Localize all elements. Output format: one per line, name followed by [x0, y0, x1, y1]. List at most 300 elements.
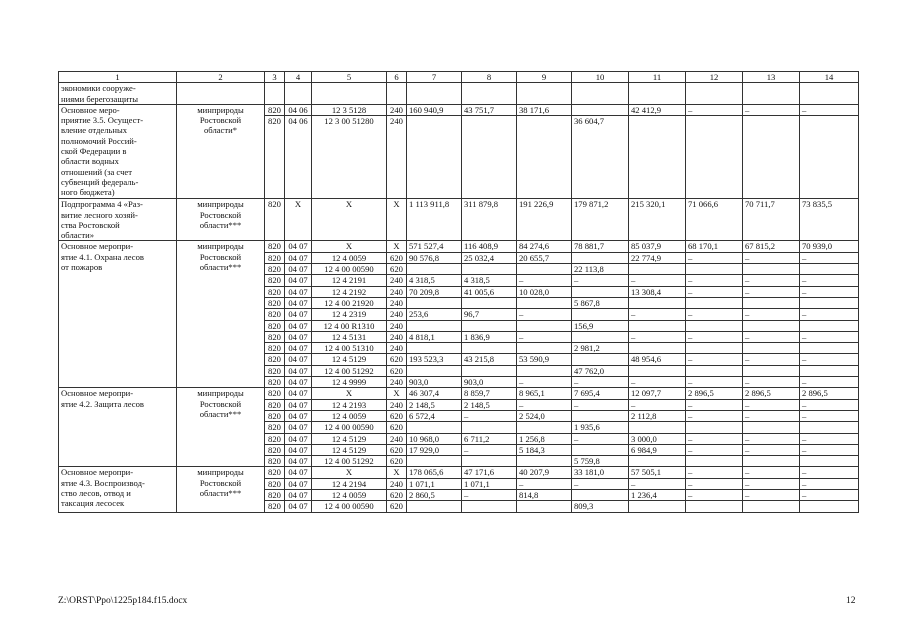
table-cell: [517, 501, 572, 512]
table-cell: [462, 116, 517, 199]
table-cell: –: [800, 275, 859, 286]
table-cell: [800, 343, 859, 354]
table-cell: 12 4 5131: [312, 331, 387, 342]
table-cell: –: [743, 399, 800, 410]
table-cell: [572, 286, 629, 297]
table-cell: –: [800, 410, 859, 421]
table-cell: [462, 501, 517, 512]
table-cell: –: [629, 399, 686, 410]
table-cell: –: [686, 275, 743, 286]
table-cell: 820: [265, 252, 285, 263]
responsible-executor: минприроды Ростовской области***: [177, 241, 265, 388]
table-cell: –: [743, 331, 800, 342]
table-cell: 820: [265, 456, 285, 467]
table-cell: [572, 83, 629, 105]
table-cell: 12 4 2194: [312, 478, 387, 489]
table-cell: 820: [265, 297, 285, 308]
table-cell: 311 879,8: [462, 199, 517, 241]
table-cell: 116 408,9: [462, 241, 517, 252]
table-cell: –: [686, 286, 743, 297]
table-cell: 12 4 2193: [312, 399, 387, 410]
table-cell: [407, 365, 462, 376]
table-cell: Х: [387, 467, 407, 478]
table-cell: 814,8: [517, 490, 572, 501]
column-header: 14: [800, 72, 859, 83]
table-cell: [800, 297, 859, 308]
responsible-executor: минприроды Ростовской области***: [177, 388, 265, 467]
table-cell: –: [800, 490, 859, 501]
table-cell: 12 4 00 51292: [312, 365, 387, 376]
table-cell: [743, 83, 800, 105]
table-cell: [462, 422, 517, 433]
table-row: [59, 104, 859, 115]
table-cell: 809,3: [572, 501, 629, 512]
table-cell: [800, 83, 859, 105]
table-cell: 41 005,6: [462, 286, 517, 297]
table-cell: –: [686, 252, 743, 263]
table-cell: 903,0: [462, 377, 517, 388]
table-cell: [517, 456, 572, 467]
table-cell: [686, 456, 743, 467]
table-cell: –: [743, 377, 800, 388]
table-cell: 2 981,2: [572, 343, 629, 354]
table-cell: [686, 116, 743, 199]
table-cell: [407, 297, 462, 308]
responsible-executor: минприроды Ростовской области***: [177, 467, 265, 512]
table-cell: 240: [387, 286, 407, 297]
table-cell: –: [572, 433, 629, 444]
table-cell: –: [572, 478, 629, 489]
table-cell: –: [743, 433, 800, 444]
measure-description: Основное меропри- ятие 4.2. Защита лесов: [59, 388, 177, 467]
table-cell: –: [743, 478, 800, 489]
column-header: 3: [265, 72, 285, 83]
table-cell: –: [686, 467, 743, 478]
table-cell: Х: [312, 199, 387, 241]
table-cell: –: [629, 478, 686, 489]
table-cell: –: [800, 309, 859, 320]
table-cell: 20 655,7: [517, 252, 572, 263]
table-cell: –: [743, 444, 800, 455]
table-cell: [517, 422, 572, 433]
table-cell: 820: [265, 309, 285, 320]
table-cell: [572, 354, 629, 365]
table-cell: –: [686, 433, 743, 444]
table-cell: 38 171,6: [517, 104, 572, 115]
table-cell: 12 4 0059: [312, 252, 387, 263]
page-number: 12: [846, 596, 856, 606]
table-cell: [686, 297, 743, 308]
table-cell: 70 711,7: [743, 199, 800, 241]
table-cell: 620: [387, 422, 407, 433]
table-cell: 12 4 00 00590: [312, 264, 387, 275]
table-cell: 240: [387, 377, 407, 388]
table-cell: 12 3 00 51280: [312, 116, 387, 199]
table-cell: 820: [265, 320, 285, 331]
table-cell: 191 226,9: [517, 199, 572, 241]
table-cell: –: [743, 467, 800, 478]
table-cell: –: [686, 478, 743, 489]
table-cell: [686, 501, 743, 512]
responsible-executor: минприроды Ростовской области*: [177, 104, 265, 198]
table-cell: 12 097,7: [629, 388, 686, 399]
table-cell: [517, 365, 572, 376]
column-header: 1: [59, 72, 177, 83]
table-cell: 4 318,5: [407, 275, 462, 286]
table-cell: 12 4 5129: [312, 433, 387, 444]
table-cell: 12 4 2191: [312, 275, 387, 286]
measure-description: Основное меропри- ятие 4.3. Воспроизвод- ство лесов, отвод и таксация лесосек: [59, 467, 177, 512]
table-cell: 240: [387, 116, 407, 199]
table-cell: [572, 490, 629, 501]
table-cell: 820: [265, 422, 285, 433]
table-cell: [686, 365, 743, 376]
table-cell: 42 412,9: [629, 104, 686, 115]
table-cell: 22 774,9: [629, 252, 686, 263]
table-cell: 5 867,8: [572, 297, 629, 308]
table-cell: –: [743, 252, 800, 263]
table-cell: 12 4 00 21920: [312, 297, 387, 308]
table-cell: 04 07: [285, 467, 312, 478]
table-cell: 04 07: [285, 422, 312, 433]
table-cell: 620: [387, 252, 407, 263]
table-cell: 12 4 00 00590: [312, 422, 387, 433]
table-cell: 12 4 00 R1310: [312, 320, 387, 331]
table-cell: 04 07: [285, 320, 312, 331]
table-cell: [686, 83, 743, 105]
table-cell: 68 170,1: [686, 241, 743, 252]
table-cell: 1 113 911,8: [407, 199, 462, 241]
table-cell: 12 4 00 51310: [312, 343, 387, 354]
table-cell: 04 07: [285, 365, 312, 376]
table-cell: [743, 297, 800, 308]
column-header: 11: [629, 72, 686, 83]
table-cell: [629, 456, 686, 467]
table-cell: Х: [387, 388, 407, 399]
table-cell: 13 308,4: [629, 286, 686, 297]
program-table: [58, 71, 859, 513]
table-cell: 240: [387, 399, 407, 410]
table-cell: 179 871,2: [572, 199, 629, 241]
table-cell: Х: [285, 199, 312, 241]
table-cell: [572, 444, 629, 455]
table-cell: [407, 501, 462, 512]
table-cell: 620: [387, 490, 407, 501]
table-cell: 1 836,9: [462, 331, 517, 342]
table-cell: 04 07: [285, 399, 312, 410]
table-cell: 43 215,8: [462, 354, 517, 365]
table-cell: [800, 365, 859, 376]
table-cell: 2 896,5: [686, 388, 743, 399]
table-cell: –: [572, 399, 629, 410]
table-cell: 04 07: [285, 309, 312, 320]
table-cell: –: [462, 410, 517, 421]
table-cell: –: [800, 399, 859, 410]
table-cell: [407, 264, 462, 275]
table-cell: –: [743, 410, 800, 421]
table-cell: –: [743, 275, 800, 286]
table-cell: 253,6: [407, 309, 462, 320]
table-cell: Х: [312, 388, 387, 399]
table-cell: [629, 116, 686, 199]
table-cell: 820: [265, 444, 285, 455]
table-cell: 240: [387, 320, 407, 331]
table-cell: 160 940,9: [407, 104, 462, 115]
table-cell: 620: [387, 410, 407, 421]
table-cell: –: [800, 331, 859, 342]
table-cell: –: [517, 377, 572, 388]
table-cell: 48 954,6: [629, 354, 686, 365]
table-cell: 820: [265, 199, 285, 241]
column-header: 9: [517, 72, 572, 83]
table-cell: [629, 297, 686, 308]
table-cell: 12 4 5129: [312, 444, 387, 455]
table-cell: 820: [265, 410, 285, 421]
table-cell: –: [800, 433, 859, 444]
table-cell: [517, 343, 572, 354]
table-row: [59, 467, 859, 478]
table-cell: [407, 320, 462, 331]
table-cell: 43 751,7: [462, 104, 517, 115]
table-cell: –: [743, 309, 800, 320]
table-cell: 04 07: [285, 354, 312, 365]
table-cell: 215 320,1: [629, 199, 686, 241]
column-header: 10: [572, 72, 629, 83]
table-cell: 2 148,5: [407, 399, 462, 410]
table-cell: [629, 83, 686, 105]
table-cell: [629, 501, 686, 512]
table-cell: 2 896,5: [743, 388, 800, 399]
table-cell: 04 06: [285, 116, 312, 199]
table-cell: 620: [387, 354, 407, 365]
table-cell: [462, 365, 517, 376]
table-cell: 240: [387, 331, 407, 342]
table-cell: 820: [265, 433, 285, 444]
table-cell: –: [686, 377, 743, 388]
table-cell: [462, 343, 517, 354]
column-header: 6: [387, 72, 407, 83]
table-cell: 25 032,4: [462, 252, 517, 263]
table-cell: 12 4 5129: [312, 354, 387, 365]
table-cell: 820: [265, 264, 285, 275]
table-cell: 04 07: [285, 264, 312, 275]
table-cell: –: [629, 275, 686, 286]
table-cell: [572, 410, 629, 421]
table-cell: –: [743, 104, 800, 115]
table-cell: 6 711,2: [462, 433, 517, 444]
table-cell: 820: [265, 116, 285, 199]
table-cell: 2 896,5: [800, 388, 859, 399]
table-cell: 1 236,4: [629, 490, 686, 501]
table-cell: 820: [265, 501, 285, 512]
table-cell: [265, 83, 285, 105]
table-cell: Х: [312, 241, 387, 252]
table-cell: 240: [387, 104, 407, 115]
table-cell: [629, 343, 686, 354]
table-cell: [407, 83, 462, 105]
table-cell: [743, 320, 800, 331]
table-cell: 240: [387, 275, 407, 286]
table-cell: [743, 456, 800, 467]
table-cell: 903,0: [407, 377, 462, 388]
table-cell: –: [517, 478, 572, 489]
table-cell: 04 07: [285, 297, 312, 308]
table-cell: 04 07: [285, 433, 312, 444]
table-cell: [743, 365, 800, 376]
table-cell: 240: [387, 478, 407, 489]
table-cell: 5 184,3: [517, 444, 572, 455]
table-cell: –: [686, 399, 743, 410]
table-cell: 1 071,1: [462, 478, 517, 489]
table-cell: 5 759,8: [572, 456, 629, 467]
table-cell: 4 818,1: [407, 331, 462, 342]
table-cell: 2 112,8: [629, 410, 686, 421]
table-cell: [407, 343, 462, 354]
table-cell: 04 07: [285, 331, 312, 342]
table-cell: 12 4 00 51292: [312, 456, 387, 467]
table-cell: 6 984,9: [629, 444, 686, 455]
table-cell: 10 968,0: [407, 433, 462, 444]
table-cell: [800, 116, 859, 199]
table-cell: 04 07: [285, 241, 312, 252]
table-cell: –: [800, 467, 859, 478]
table-cell: –: [629, 331, 686, 342]
table-cell: 820: [265, 377, 285, 388]
table-cell: 820: [265, 354, 285, 365]
table-cell: [462, 83, 517, 105]
table-cell: 820: [265, 388, 285, 399]
table-cell: 178 065,6: [407, 467, 462, 478]
table-cell: 04 07: [285, 490, 312, 501]
column-header: 5: [312, 72, 387, 83]
table-cell: 70 209,8: [407, 286, 462, 297]
table-cell: [407, 456, 462, 467]
table-cell: –: [517, 399, 572, 410]
table-cell: 73 835,5: [800, 199, 859, 241]
table-cell: [572, 331, 629, 342]
table-cell: –: [686, 104, 743, 115]
table-cell: [462, 456, 517, 467]
table-cell: –: [686, 354, 743, 365]
header-row: [59, 72, 859, 83]
table-cell: [686, 343, 743, 354]
table-cell: 240: [387, 343, 407, 354]
responsible-executor: [177, 83, 265, 105]
table-cell: Х: [387, 241, 407, 252]
table-cell: 53 590,9: [517, 354, 572, 365]
table-cell: 2 148,5: [462, 399, 517, 410]
column-header: 13: [743, 72, 800, 83]
table-cell: [743, 501, 800, 512]
table-cell: 12 4 2192: [312, 286, 387, 297]
table-cell: Х: [312, 467, 387, 478]
table-cell: [387, 83, 407, 105]
table-row: [59, 83, 859, 105]
column-header: 2: [177, 72, 265, 83]
table-cell: [517, 264, 572, 275]
table-cell: 820: [265, 467, 285, 478]
table-cell: Х: [387, 199, 407, 241]
column-header: 8: [462, 72, 517, 83]
table-cell: 12 4 2319: [312, 309, 387, 320]
table-cell: [407, 422, 462, 433]
table-cell: 8 859,7: [462, 388, 517, 399]
table-cell: 156,9: [572, 320, 629, 331]
table-cell: 47 171,6: [462, 467, 517, 478]
table-cell: 12 4 0059: [312, 410, 387, 421]
table-cell: 620: [387, 264, 407, 275]
table-cell: 820: [265, 104, 285, 115]
table-cell: [462, 264, 517, 275]
table-cell: 820: [265, 399, 285, 410]
table-cell: 46 307,4: [407, 388, 462, 399]
table-cell: –: [800, 354, 859, 365]
table-cell: [686, 264, 743, 275]
table-row: [59, 241, 859, 252]
table-cell: 12 4 0059: [312, 490, 387, 501]
table-cell: 70 939,0: [800, 241, 859, 252]
table-cell: 04 07: [285, 410, 312, 421]
table-cell: 04 07: [285, 252, 312, 263]
table-cell: 2 524,0: [517, 410, 572, 421]
table-cell: 04 07: [285, 275, 312, 286]
table-cell: [629, 264, 686, 275]
table-cell: [572, 104, 629, 115]
table-cell: 04 07: [285, 501, 312, 512]
table-cell: 47 762,0: [572, 365, 629, 376]
table-cell: –: [686, 410, 743, 421]
table-cell: 12 4 9999: [312, 377, 387, 388]
table-cell: –: [800, 104, 859, 115]
table-cell: 04 07: [285, 456, 312, 467]
table-cell: [572, 252, 629, 263]
table-cell: 17 929,0: [407, 444, 462, 455]
table-cell: 1 071,1: [407, 478, 462, 489]
measure-description: Подпрограмма 4 «Раз- витие лесного хозяй- ства Ростовской области»: [59, 199, 177, 241]
table-cell: [407, 116, 462, 199]
table-cell: 40 207,9: [517, 467, 572, 478]
table-cell: [462, 297, 517, 308]
table-cell: [517, 297, 572, 308]
table-cell: [462, 320, 517, 331]
table-cell: 04 07: [285, 478, 312, 489]
table-cell: [629, 422, 686, 433]
table-cell: [743, 422, 800, 433]
table-cell: –: [686, 309, 743, 320]
table-cell: –: [800, 377, 859, 388]
table-cell: 820: [265, 241, 285, 252]
table-cell: [517, 83, 572, 105]
table-cell: –: [686, 444, 743, 455]
table-cell: [800, 264, 859, 275]
table-cell: [517, 320, 572, 331]
document-path: Z:\ORST\Ppo\1225p184.f15.docx: [58, 596, 188, 606]
table-cell: 7 695,4: [572, 388, 629, 399]
table-cell: 04 07: [285, 444, 312, 455]
table-cell: 620: [387, 365, 407, 376]
table-cell: 36 604,7: [572, 116, 629, 199]
table-cell: –: [572, 377, 629, 388]
table-cell: –: [462, 444, 517, 455]
table-row: [59, 388, 859, 399]
table-cell: 820: [265, 343, 285, 354]
table-cell: [800, 501, 859, 512]
table-cell: –: [800, 444, 859, 455]
measure-description: Основное меро- приятие 3.5. Осущест- вление отдельных полномочий Россий- ской Федерации в области водных отношений (за счет субвенций федераль- ного бюджета): [59, 104, 177, 198]
table-cell: –: [629, 377, 686, 388]
table-cell: 820: [265, 286, 285, 297]
table-cell: 620: [387, 501, 407, 512]
